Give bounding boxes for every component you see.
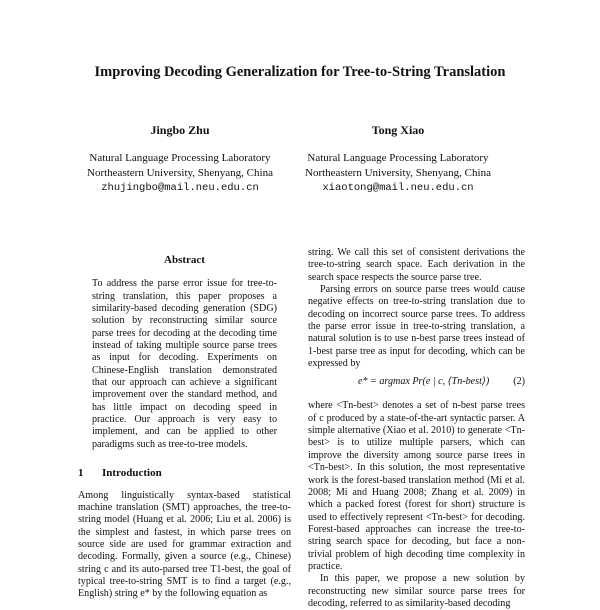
- section-heading: [78, 467, 291, 479]
- body-paragraph: where <Tn-best> denotes a set of n-best parse trees of c produced by a state-of-the-art syntactic parser. A simple alternative (Xiao et al. 2010) to generate <Tn-best> is to utilize multiple parsers, which can improve the diversity among source parse trees in <Tn-best>. In this solution, the most representative work is the forest-based translation method (Mi et al. 2008; Mi and Huang 2008; Zhang et al. 2009) in which a packed forest (forest for short) structure is used to effectively represent <Tn-best> for decoding. Forest-based approaches can increase the tree-to-string search space for decoding, but face a non-trivial problem of high decoding time complexity in practice.: [308, 400, 525, 572]
- author-affiliation-university: Northeastern University, Shenyang, China: [305, 167, 491, 179]
- equation: [308, 372, 525, 396]
- left-column: [78, 254, 291, 601]
- author-affiliation-lab: Natural Language Processing Laboratory: [89, 152, 271, 164]
- intro-paragraph: Among linguistically syntax-based statistical machine translation (SMT) approaches, the tree-to-string model (Huang et al. 2006; Liu et al. 2006) is the simplest and fastest, in which parse trees on source side are used for grammar extraction and decoding. Formally, given a source (e.g., Chinese) string c and its auto-parsed tree T1-best, the goal of typical tree-to-string SMT is to find a target (e.g., English) string e* by the following equation as: [78, 489, 291, 600]
- body-paragraph: Parsing errors on source parse trees would cause negative effects on tree-to-string translation due to decoding on incorrect source parse trees. To address the parse error issue in tree-to-string translation, a natural solution is to use n-best parse trees instead of 1-best parse tree as input for decoding, which can be expressed by: [308, 284, 525, 370]
- section-number: 1: [78, 467, 84, 480]
- author-email: xiaotong@mail.neu.edu.cn: [322, 182, 474, 194]
- abstract-heading: Abstract: [164, 254, 205, 266]
- author-name: Tong Xiao: [371, 123, 425, 137]
- right-column: [308, 247, 525, 610]
- author-affiliation-lab: Natural Language Processing Laboratory: [307, 152, 489, 164]
- author-affiliation-university: Northeastern University, Shenyang, China: [87, 167, 273, 179]
- body-paragraph: In this paper, we propose a new solution by reconstructing new similar source parse trees for decoding, referred to as similarity-based decoding: [308, 573, 525, 609]
- section-title: Introduction: [102, 467, 162, 480]
- abstract-text: To address the parse error issue for tree-to-string translation, this paper proposes a similarity-based decoding generation (SDG) solution by reconstructing similar source parse trees for decoding at the decoding time instead of taking multiple source parse trees as input for decoding. Experiments on Chinese-English translation demonstrated that our approach can achieve a significant improvement over the standard method, and has little impact on decoding speed in practice. Our approach is very easy to implement, and can be applied to other paradigms such as tree-to-tree models.: [92, 278, 277, 450]
- equation-expression: e* = argmax Pr(e | c, ⟨Tn-best⟩): [358, 376, 490, 388]
- body-paragraph: string. We call this set of consistent derivations the tree-to-string search space. Each derivation in the search space respects the source parse tree.: [308, 247, 525, 283]
- author-block-2: [268, 123, 528, 196]
- paper-title: Improving Decoding Generalization for Tree-to-String Translation: [94, 64, 506, 80]
- author-name: Jingbo Zhu: [150, 123, 210, 137]
- author-email: zhujingbo@mail.neu.edu.cn: [101, 182, 259, 194]
- equation-number: (2): [513, 376, 525, 388]
